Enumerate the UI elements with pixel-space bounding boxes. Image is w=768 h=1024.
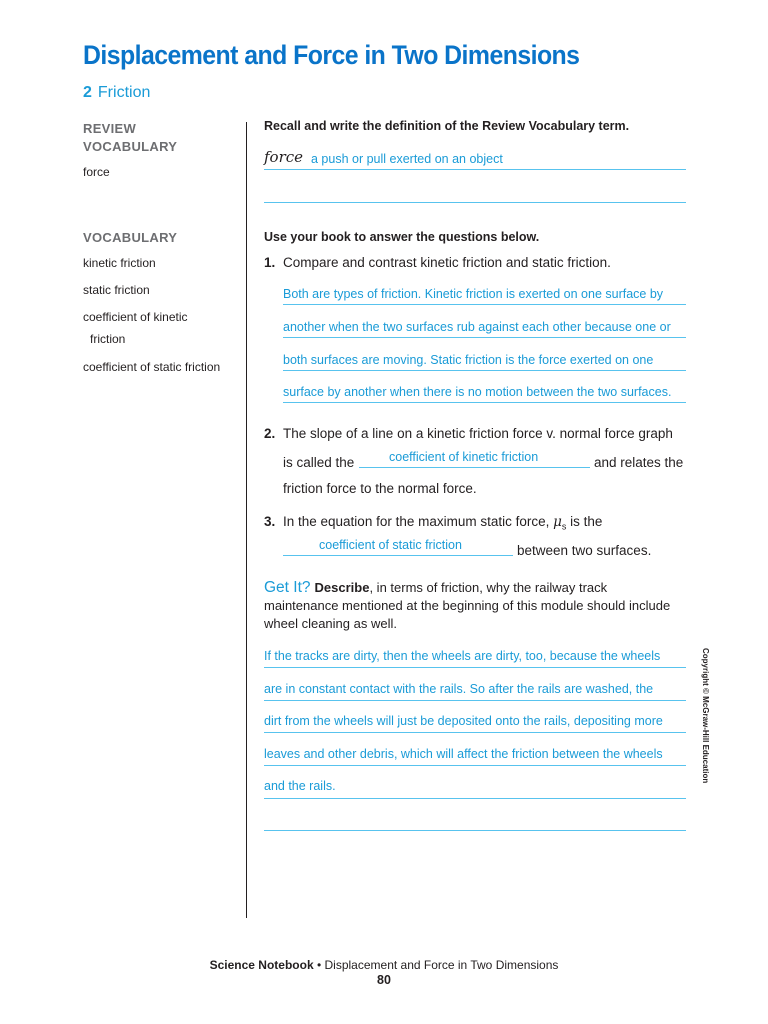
get-it-answer-line[interactable]: If the tracks are dirty, then the wheels are dirty, too, because the wheels xyxy=(264,649,661,663)
question-2-pre: is called the xyxy=(283,455,355,470)
answer-blank xyxy=(359,467,590,468)
mu-symbol: μ xyxy=(553,514,562,530)
answer-line xyxy=(283,402,686,403)
lesson-heading xyxy=(83,84,150,102)
question-3-post: is the xyxy=(566,514,603,529)
answer-blank xyxy=(283,555,513,556)
page-number: 80 xyxy=(377,973,391,987)
answer-line xyxy=(264,202,686,203)
answer-line xyxy=(264,798,686,799)
question-3-number: 3. xyxy=(264,514,276,529)
get-it-prompt-text: , in terms of friction, why the railway track maintenance mentioned at the beginning of this module should include wheel cleaning as well. xyxy=(264,580,671,631)
footer-separator: • xyxy=(313,958,325,972)
handwritten-term: force xyxy=(264,148,304,166)
get-it-answer-line[interactable]: and the rails. xyxy=(264,779,336,793)
vocab-term-continued: friction xyxy=(90,332,126,346)
answer-line xyxy=(283,370,686,371)
answer-line xyxy=(264,667,686,668)
column-divider xyxy=(246,122,247,918)
answer-line xyxy=(264,765,686,766)
answer-line xyxy=(264,169,686,170)
answer-line xyxy=(283,304,686,305)
questions-instruction: Use your book to answer the questions below. xyxy=(264,230,540,244)
get-it-prompt xyxy=(264,579,684,633)
get-it-answer-line[interactable]: leaves and other debris, which will affect the friction between the wheels xyxy=(264,747,663,761)
question-2-post: and relates the xyxy=(594,455,684,470)
question-2-text-end: friction force to the normal force. xyxy=(283,481,477,496)
review-vocabulary-heading xyxy=(83,120,177,156)
answer-line xyxy=(264,732,686,733)
review-heading-line2: VOCABULARY xyxy=(83,139,178,154)
vocab-term: static friction xyxy=(83,283,150,297)
copyright-notice: Copyright © McGraw-Hill Education xyxy=(701,648,710,784)
describe-label: Describe xyxy=(314,580,370,595)
definition-answer[interactable]: a push or pull exerted on an object xyxy=(311,152,503,166)
question-3-pre: In the equation for the maximum static force, xyxy=(283,514,554,529)
answer-line xyxy=(264,830,686,831)
question-3-answer[interactable]: coefficient of static friction xyxy=(319,538,462,552)
lesson-number: 2 xyxy=(83,84,92,101)
vocabulary-heading: VOCABULARY xyxy=(83,230,178,245)
get-it-answer-line[interactable]: dirt from the wheels will just be deposited onto the rails, depositing more xyxy=(264,714,663,728)
question-1-answer-line[interactable]: Both are types of friction. Kinetic friction is exerted on one surface by xyxy=(283,287,664,301)
question-2-number: 2. xyxy=(264,426,276,441)
question-2-text: The slope of a line on a kinetic friction force v. normal force graph xyxy=(283,426,673,441)
vocab-term: coefficient of kinetic xyxy=(83,310,188,324)
review-instruction: Recall and write the definition of the Review Vocabulary term. xyxy=(264,119,630,133)
get-it-label: Get It? xyxy=(264,579,311,596)
question-1-text: Compare and contrast kinetic friction and static friction. xyxy=(283,255,611,270)
question-2-answer[interactable]: coefficient of kinetic friction xyxy=(389,450,539,464)
get-it-answer-line[interactable]: are in constant contact with the rails. So after the rails are washed, the xyxy=(264,682,654,696)
vocab-term: kinetic friction xyxy=(83,256,156,270)
footer-notebook: Science Notebook xyxy=(209,958,314,972)
footer xyxy=(0,958,768,972)
lesson-title: Friction xyxy=(97,84,151,101)
mu-subscript: s xyxy=(561,521,567,532)
question-1-answer-line[interactable]: another when the two surfaces rub against each other because one or xyxy=(283,320,671,334)
question-3-after: between two surfaces. xyxy=(517,543,652,558)
question-1-number: 1. xyxy=(264,255,276,270)
question-1-answer-line[interactable]: both surfaces are moving. Static friction is the force exerted on one xyxy=(283,353,654,367)
answer-line xyxy=(283,337,686,338)
question-1-answer-line[interactable]: surface by another when there is no motion between the two surfaces. xyxy=(283,385,672,399)
answer-line xyxy=(264,700,686,701)
page-title: Displacement and Force in Two Dimensions xyxy=(83,40,580,70)
review-term: force xyxy=(83,165,110,179)
footer-chapter: Displacement and Force in Two Dimensions xyxy=(324,958,559,972)
vocab-term: coefficient of static friction xyxy=(83,360,221,374)
review-heading-line1: REVIEW xyxy=(83,121,137,136)
question-3-text xyxy=(283,514,602,532)
